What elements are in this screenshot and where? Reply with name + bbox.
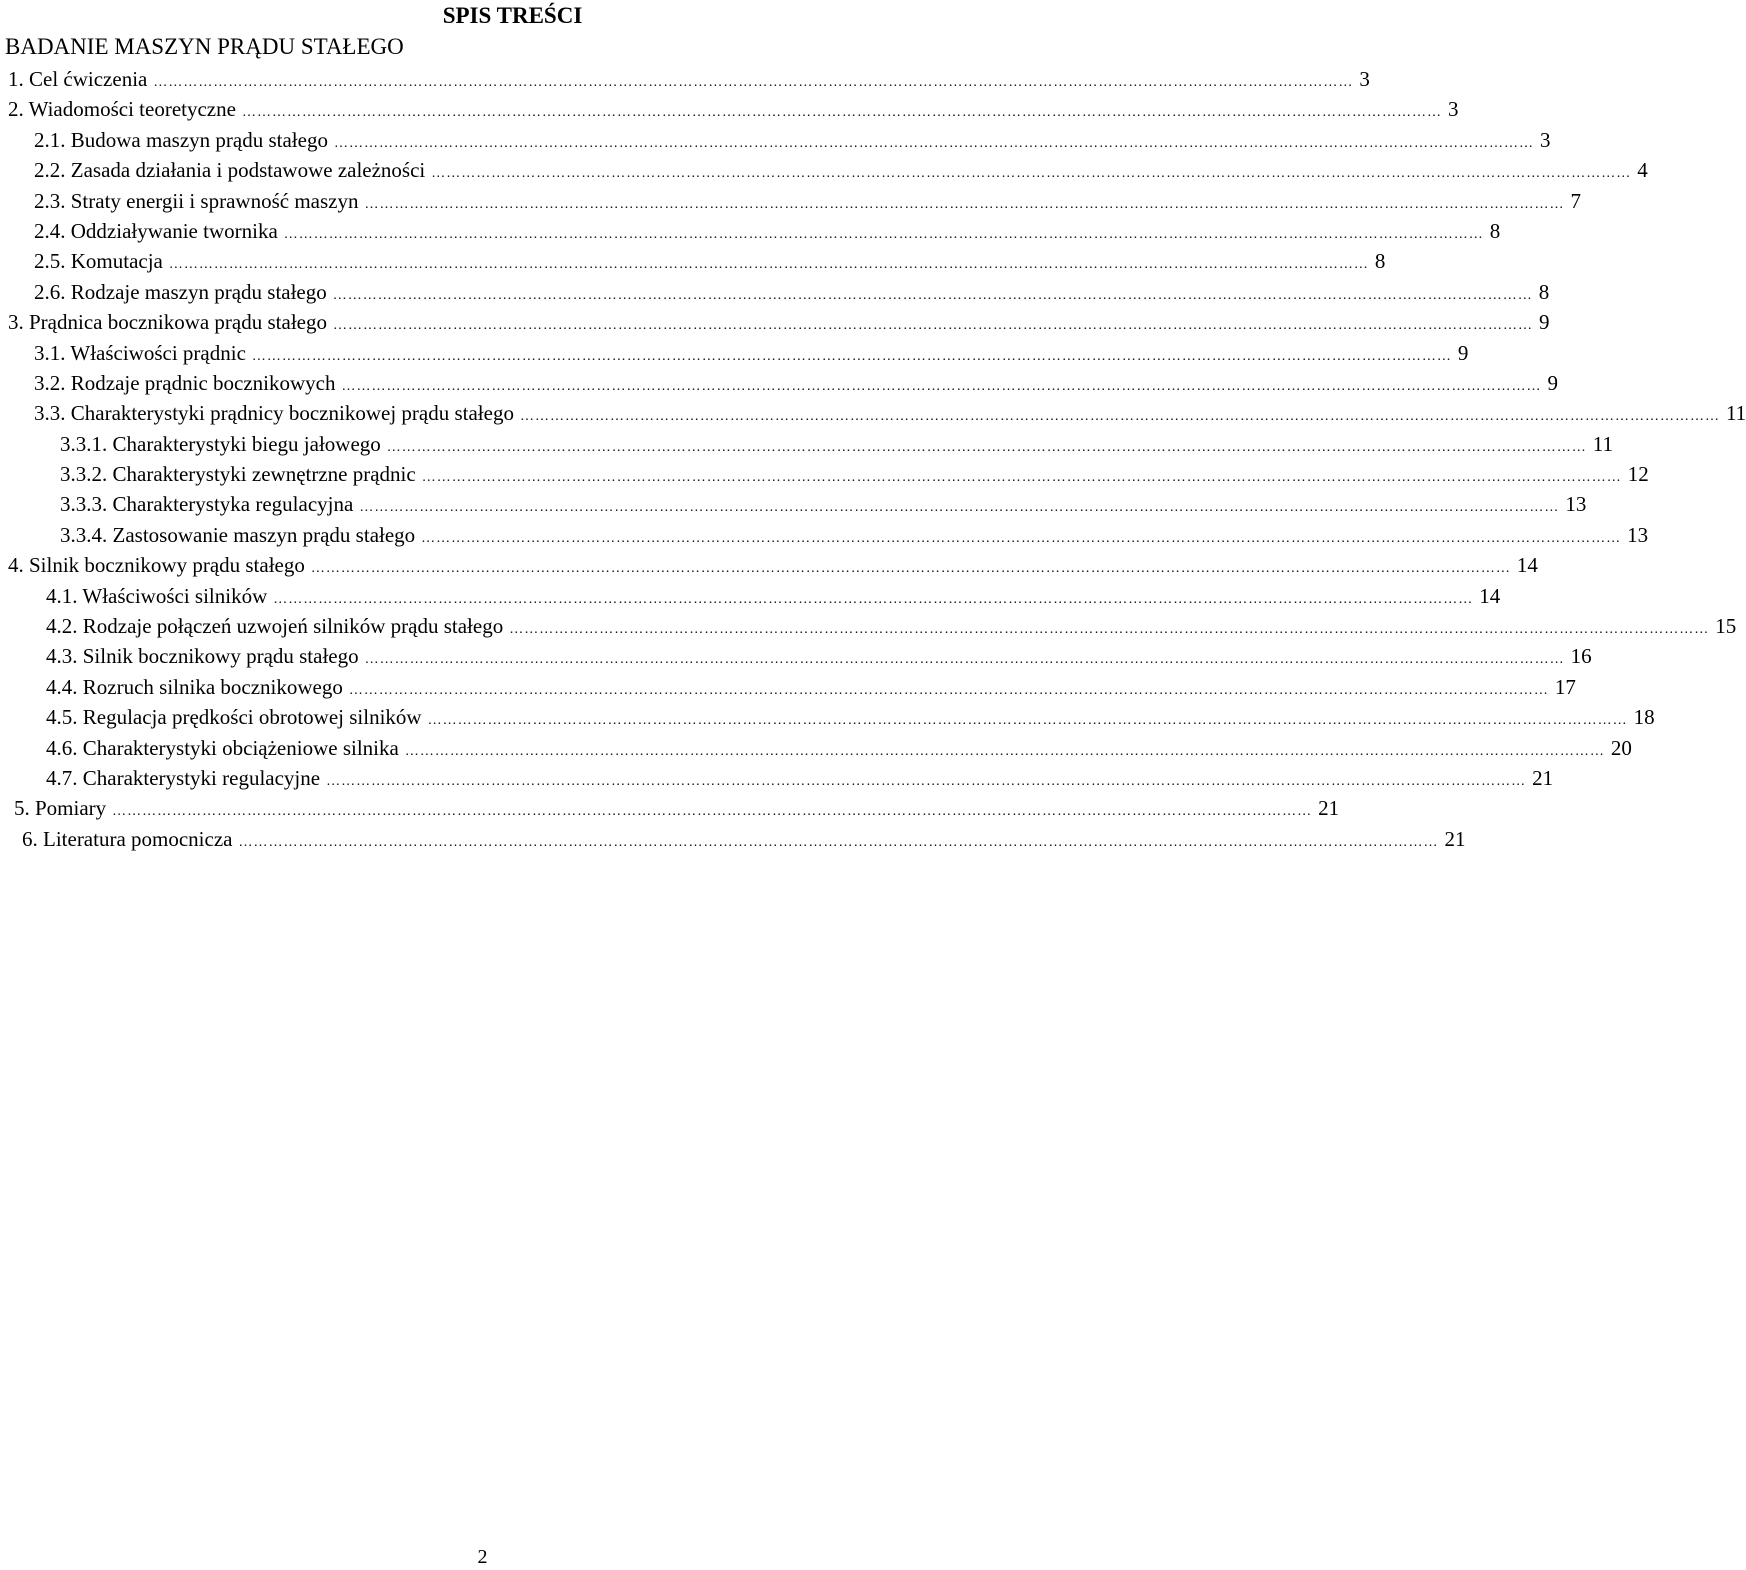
- dot-leader: ……………………………………………………………………………………………………………………………………………………………………………………………………………………: [421, 530, 1622, 546]
- toc-entry: [0, 520, 1649, 550]
- page-number: 2: [477, 1546, 488, 1568]
- toc-entry: [0, 824, 1466, 854]
- toc-entry-page: 9: [1547, 370, 1558, 395]
- toc-entry-label: 4.5. Regulacja prędkości obrotowej silników: [46, 705, 422, 730]
- toc-entry: [0, 64, 1370, 94]
- toc-entry: [0, 246, 1386, 276]
- dot-leader: ……………………………………………………………………………………………………………………………………………………………………………………………………………………: [332, 318, 1533, 334]
- toc-entry-page: 8: [1489, 218, 1501, 243]
- dot-leader: ……………………………………………………………………………………………………………………………………………………………………………………………………………………: [112, 804, 1313, 820]
- toc-entry-page: 4: [1637, 158, 1648, 183]
- toc-entry: [0, 489, 1587, 519]
- dot-leader: ……………………………………………………………………………………………………………………………………………………………………………………………………………………: [404, 743, 1605, 759]
- dot-leader: ……………………………………………………………………………………………………………………………………………………………………………………………………………………: [273, 591, 1474, 607]
- toc-entry: [0, 94, 1459, 124]
- dot-leader: ……………………………………………………………………………………………………………………………………………………………………………………………………………………: [348, 682, 1549, 698]
- toc-entry: [0, 550, 1538, 580]
- dot-leader: ……………………………………………………………………………………………………………………………………………………………………………………………………………………: [332, 287, 1533, 303]
- toc-entry-label: 6. Literatura pomocnicza: [22, 826, 233, 851]
- dot-leader: ……………………………………………………………………………………………………………………………………………………………………………………………………………………: [386, 439, 1587, 455]
- toc-entry: [0, 338, 1469, 368]
- toc-entry-page: 11: [1725, 401, 1746, 426]
- toc-entry-label: 3.1. Właściwości prądnic: [34, 340, 246, 365]
- toc-entry-page: 21: [1532, 765, 1554, 790]
- toc-entry: [0, 307, 1550, 337]
- toc-entry: [0, 672, 1576, 702]
- dot-leader: ……………………………………………………………………………………………………………………………………………………………………………………………………………………: [153, 75, 1354, 90]
- dot-leader: ……………………………………………………………………………………………………………………………………………………………………………………………………………………: [168, 257, 1369, 273]
- toc-entry-label: 4.1. Właściwości silników: [46, 583, 268, 608]
- toc-entry-page: 21: [1318, 796, 1340, 821]
- dot-leader: ……………………………………………………………………………………………………………………………………………………………………………………………………………………: [326, 773, 1527, 789]
- dot-leader: ……………………………………………………………………………………………………………………………………………………………………………………………………………………: [427, 713, 1628, 729]
- toc-entry-page: 3: [1447, 97, 1459, 122]
- toc-entry-page: 15: [1715, 614, 1737, 639]
- toc-entry: [0, 216, 1501, 246]
- dot-leader: ……………………………………………………………………………………………………………………………………………………………………………………………………………………: [431, 166, 1632, 182]
- dot-leader: ……………………………………………………………………………………………………………………………………………………………………………………………………………………: [519, 409, 1720, 425]
- toc-entry-label: 2.6. Rodzaje maszyn prądu stałego: [34, 279, 327, 304]
- toc-entry: [0, 155, 1648, 185]
- toc-entry-label: 4.4. Rozruch silnika bocznikowego: [46, 674, 343, 699]
- toc-entry-page: 14: [1516, 553, 1538, 578]
- toc-entry-page: 17: [1554, 674, 1576, 699]
- toc-entry: [0, 793, 1340, 823]
- toc-entry-label: 4.3. Silnik bocznikowy prądu stałego: [46, 644, 359, 669]
- toc-entry-page: 8: [1538, 279, 1550, 304]
- toc-entry-label: 2.4. Oddziaływanie twornika: [34, 218, 278, 243]
- toc-entry-label: 4.2. Rodzaje połączeń uzwojeń silników prądu stałego: [46, 614, 504, 639]
- toc-entry-page: 3: [1359, 67, 1370, 91]
- toc-entry-label: 3. Prądnica bocznikowa prądu stałego: [8, 310, 327, 335]
- dot-leader: ……………………………………………………………………………………………………………………………………………………………………………………………………………………: [509, 622, 1710, 638]
- toc-entry-page: 3: [1539, 127, 1551, 152]
- toc-entry-page: 8: [1374, 249, 1386, 274]
- toc-entry-label: 2. Wiadomości teoretyczne: [8, 97, 236, 122]
- toc-entry-label: 2.5. Komutacja: [34, 249, 163, 274]
- toc-entry-page: 9: [1457, 340, 1469, 365]
- toc-entry-label: 1. Cel ćwiczenia: [8, 67, 148, 91]
- toc-entry-label: 3.3.3. Charakterystyka regulacyjna: [60, 492, 354, 517]
- dot-leader: ……………………………………………………………………………………………………………………………………………………………………………………………………………………: [333, 135, 1534, 151]
- toc-entry-label: 4.7. Charakterystyki regulacyjne: [46, 765, 321, 790]
- toc-entry: [0, 641, 1592, 671]
- toc-entry: [0, 581, 1501, 611]
- toc-entry-page: 11: [1592, 431, 1613, 456]
- dot-leader: ……………………………………………………………………………………………………………………………………………………………………………………………………………………: [421, 470, 1622, 486]
- toc-entry-label: 2.3. Straty energii i sprawność maszyn: [34, 188, 359, 213]
- toc-entry: [0, 125, 1551, 155]
- dot-leader: ……………………………………………………………………………………………………………………………………………………………………………………………………………………: [241, 105, 1442, 121]
- toc-entry: [0, 429, 1613, 459]
- toc-entry-label: 3.2. Rodzaje prądnic bocznikowych: [34, 370, 336, 395]
- toc-entry-page: 9: [1538, 310, 1550, 335]
- toc-entry-label: 3.3. Charakterystyki prądnicy bocznikowej prądu stałego: [34, 401, 514, 426]
- dot-leader: ……………………………………………………………………………………………………………………………………………………………………………………………………………………: [310, 561, 1511, 577]
- toc-entry-page: 18: [1633, 705, 1655, 730]
- toc-entry-label: 3.3.2. Charakterystyki zewnętrzne prądnic: [60, 462, 416, 487]
- dot-leader: ……………………………………………………………………………………………………………………………………………………………………………………………………………………: [341, 378, 1542, 394]
- dot-leader: ……………………………………………………………………………………………………………………………………………………………………………………………………………………: [359, 500, 1560, 516]
- toc-entry-label: 4.6. Charakterystyki obciążeniowe silnika: [46, 735, 399, 760]
- toc-entry: [0, 763, 1554, 793]
- toc-entry-page: 12: [1627, 462, 1649, 487]
- toc-entry-label: 3.3.4. Zastosowanie maszyn prądu stałego: [60, 522, 416, 547]
- dot-leader: ……………………………………………………………………………………………………………………………………………………………………………………………………………………: [364, 652, 1565, 668]
- table-of-contents: [0, 64, 1746, 854]
- page-title: SPIS TREŚCI: [442, 3, 583, 28]
- toc-entry-page: 20: [1610, 735, 1632, 760]
- toc-entry-label: 2.2. Zasada działania i podstawowe zależności: [34, 158, 426, 183]
- toc-entry: [0, 611, 1737, 641]
- toc-entry: [0, 398, 1746, 428]
- toc-entry-page: 16: [1570, 644, 1592, 669]
- dot-leader: ……………………………………………………………………………………………………………………………………………………………………………………………………………………: [283, 226, 1484, 242]
- toc-entry: [0, 277, 1550, 307]
- toc-entry-label: 5. Pomiary: [14, 796, 107, 821]
- toc-entry: [0, 459, 1649, 489]
- toc-entry-label: 2.1. Budowa maszyn prądu stałego: [34, 127, 328, 152]
- toc-entry-page: 14: [1479, 583, 1501, 608]
- toc-entry-label: 4. Silnik bocznikowy prądu stałego: [8, 553, 305, 578]
- toc-entry-page: 13: [1627, 522, 1649, 547]
- toc-entry: [0, 702, 1655, 732]
- toc-entry-page: 13: [1565, 492, 1587, 517]
- dot-leader: ……………………………………………………………………………………………………………………………………………………………………………………………………………………: [238, 834, 1439, 850]
- toc-entry: [0, 186, 1581, 216]
- document-subtitle: BADANIE MASZYN PRĄDU STAŁEGO: [5, 34, 404, 59]
- toc-entry-page: 21: [1444, 826, 1466, 851]
- toc-entry: [0, 368, 1558, 398]
- dot-leader: ……………………………………………………………………………………………………………………………………………………………………………………………………………………: [251, 348, 1452, 364]
- dot-leader: ……………………………………………………………………………………………………………………………………………………………………………………………………………………: [364, 196, 1565, 212]
- toc-entry-label: 3.3.1. Charakterystyki biegu jałowego: [60, 431, 381, 456]
- toc-entry: [0, 733, 1632, 763]
- toc-entry-page: 7: [1570, 188, 1581, 213]
